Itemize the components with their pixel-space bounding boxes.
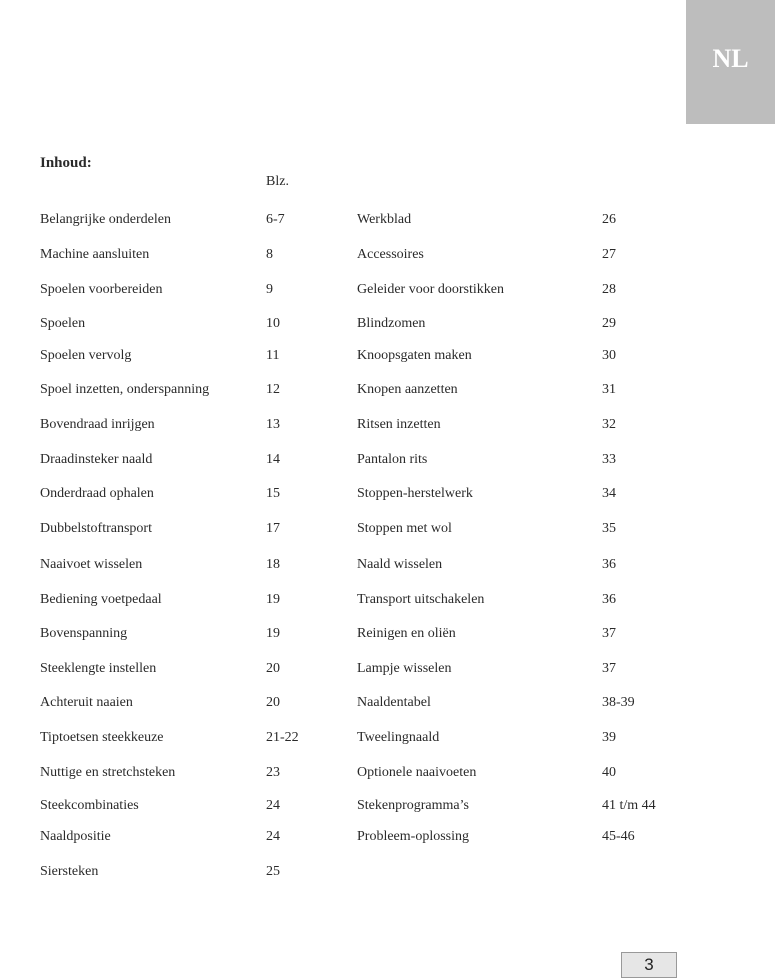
right-entry-label: Naaldentabel bbox=[357, 695, 431, 710]
right-entry-page: 36 bbox=[602, 557, 616, 572]
right-entry-label: Stoppen met wol bbox=[357, 521, 452, 536]
left-entry-label: Achteruit naaien bbox=[40, 695, 133, 710]
left-entry-label: Nuttige en stretchsteken bbox=[40, 765, 176, 780]
right-entry-label: Werkblad bbox=[357, 212, 412, 227]
right-entry-page: 27 bbox=[602, 247, 616, 262]
left-entry-label: Naaivoet wisselen bbox=[40, 557, 143, 572]
right-entry-label: Ritsen inzetten bbox=[357, 417, 441, 432]
left-entry-page: 25 bbox=[266, 864, 280, 879]
left-entry-page: 13 bbox=[266, 417, 280, 432]
left-entry-label: Siersteken bbox=[40, 864, 99, 879]
left-entry-page: 21-22 bbox=[266, 730, 299, 745]
left-entry-label: Draadinsteker naald bbox=[40, 452, 153, 467]
left-entry-label: Spoelen vervolg bbox=[40, 348, 132, 363]
right-entry-label: Naald wisselen bbox=[357, 557, 443, 572]
left-entry-page: 20 bbox=[266, 661, 280, 676]
left-entry-page: 14 bbox=[266, 452, 280, 467]
right-entry-label: Accessoires bbox=[357, 247, 424, 262]
left-entry-label: Onderdraad ophalen bbox=[40, 486, 154, 501]
left-entry-page: 17 bbox=[266, 521, 280, 536]
left-entry-page: 24 bbox=[266, 798, 280, 813]
right-entry-label: Stekenprogramma’s bbox=[357, 798, 469, 813]
page-title: Inhoud: bbox=[40, 155, 92, 171]
right-entry-page: 33 bbox=[602, 452, 616, 467]
right-entry-page: 32 bbox=[602, 417, 616, 432]
left-entry-label: Spoelen voorbereiden bbox=[40, 282, 163, 297]
right-entry-page: 31 bbox=[602, 382, 616, 397]
language-tab bbox=[686, 0, 775, 124]
right-entry-page: 38-39 bbox=[602, 695, 635, 710]
language-label: NL bbox=[712, 44, 749, 73]
left-entry-label: Steekcombinaties bbox=[40, 798, 139, 813]
right-entry-page: 28 bbox=[602, 282, 616, 297]
right-entry-page: 29 bbox=[602, 316, 616, 331]
left-entry-label: Spoelen bbox=[40, 316, 86, 331]
right-entry-page: 41 t/m 44 bbox=[602, 798, 656, 813]
left-entry-label: Bovenspanning bbox=[40, 626, 128, 641]
right-entry-page: 37 bbox=[602, 661, 616, 676]
left-entry-label: Belangrijke onderdelen bbox=[40, 212, 172, 227]
left-entry-label: Spoel inzetten, onderspanning bbox=[40, 382, 210, 397]
page-number-box bbox=[621, 952, 677, 978]
left-entry-page: 19 bbox=[266, 626, 280, 641]
left-entry-page: 20 bbox=[266, 695, 280, 710]
right-entry-page: 30 bbox=[602, 348, 616, 363]
right-entry-page: 37 bbox=[602, 626, 616, 641]
left-entry-label: Tiptoetsen steekkeuze bbox=[40, 730, 164, 745]
right-entry-label: Reinigen en oliën bbox=[357, 626, 456, 641]
left-entry-label: Dubbelstoftransport bbox=[40, 521, 152, 536]
right-entry-page: 35 bbox=[602, 521, 616, 536]
left-entry-page: 9 bbox=[266, 282, 273, 297]
left-entry-page: 15 bbox=[266, 486, 280, 501]
left-entry-page: 18 bbox=[266, 557, 280, 572]
right-entry-page: 36 bbox=[602, 592, 616, 607]
right-entry-label: Pantalon rits bbox=[357, 452, 428, 467]
right-entry-page: 40 bbox=[602, 765, 616, 780]
left-entry-label: Steeklengte instellen bbox=[40, 661, 157, 676]
right-entry-page: 45-46 bbox=[602, 829, 635, 844]
left-entry-label: Bediening voetpedaal bbox=[40, 592, 162, 607]
right-entry-label: Blindzomen bbox=[357, 316, 426, 331]
left-entry-page: 19 bbox=[266, 592, 280, 607]
left-entry-page: 11 bbox=[266, 348, 280, 363]
right-entry-label: Tweelingnaald bbox=[357, 730, 440, 745]
right-entry-label: Knopen aanzetten bbox=[357, 382, 458, 397]
left-entry-page: 6-7 bbox=[266, 212, 285, 227]
right-entry-label: Lampje wisselen bbox=[357, 661, 452, 676]
page-column-header: Blz. bbox=[266, 174, 289, 189]
left-entry-page: 12 bbox=[266, 382, 280, 397]
left-entry-label: Bovendraad inrijgen bbox=[40, 417, 155, 432]
left-entry-label: Machine aansluiten bbox=[40, 247, 150, 262]
left-entry-page: 10 bbox=[266, 316, 280, 331]
right-entry-label: Stoppen-herstelwerk bbox=[357, 486, 473, 501]
right-entry-label: Transport uitschakelen bbox=[357, 592, 485, 607]
left-entry-label: Naaldpositie bbox=[40, 829, 111, 844]
right-entry-page: 26 bbox=[602, 212, 616, 227]
right-entry-label: Geleider voor doorstikken bbox=[357, 282, 504, 297]
right-entry-page: 39 bbox=[602, 730, 616, 745]
left-entry-page: 24 bbox=[266, 829, 280, 844]
right-entry-page: 34 bbox=[602, 486, 616, 501]
page-number: 3 bbox=[644, 955, 654, 974]
right-entry-label: Probleem-oplossing bbox=[357, 829, 469, 844]
right-entry-label: Optionele naaivoeten bbox=[357, 765, 477, 780]
left-entry-page: 8 bbox=[266, 247, 273, 262]
right-entry-label: Knoopsgaten maken bbox=[357, 348, 472, 363]
left-entry-page: 23 bbox=[266, 765, 280, 780]
